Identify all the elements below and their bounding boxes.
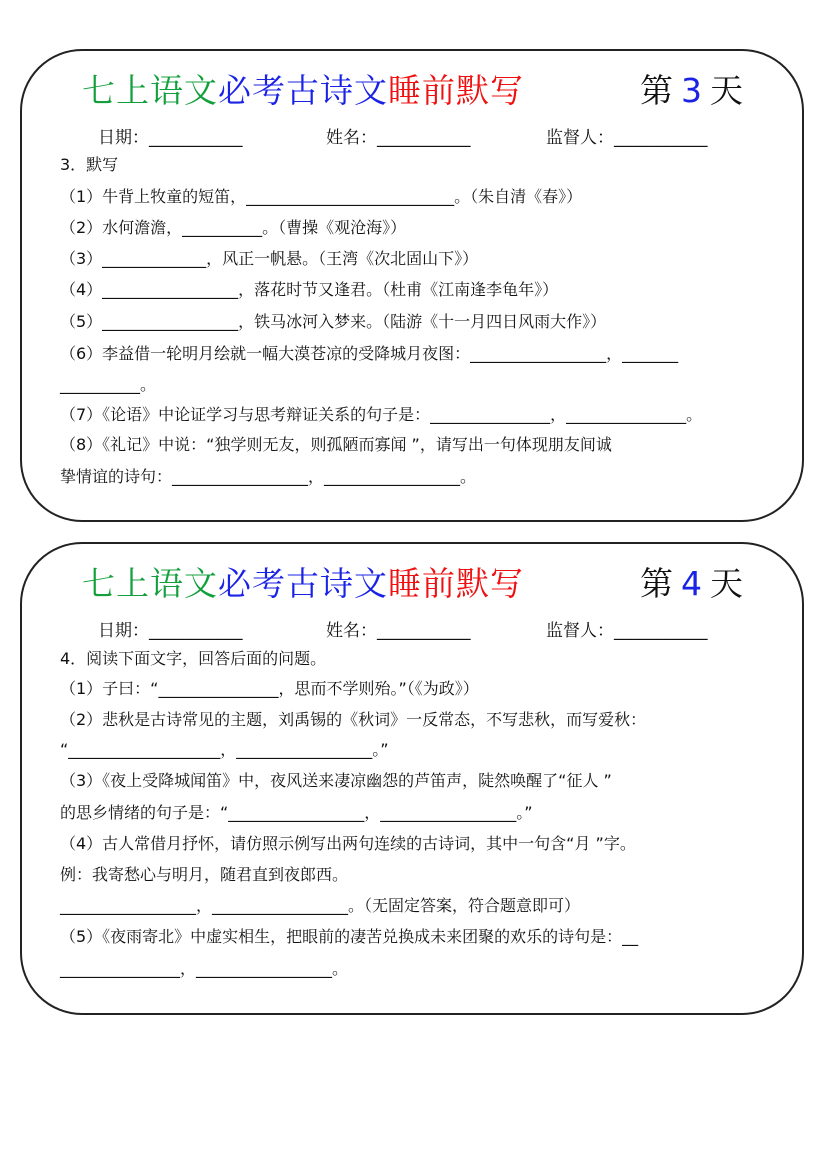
day-suffix: 天 (710, 564, 743, 603)
question-line: （2）水何澹澹，__________。（曹操《观沧海》） (60, 218, 407, 237)
question-line: __________。 (60, 375, 157, 394)
day-label (640, 65, 743, 112)
question-line: （6）李益借一轮明月绘就一幅大漠苍凉的受降城月夜图：_________________，_______ (60, 344, 679, 363)
question-line: 例：我寄愁心与明月，随君直到夜郎西。 (60, 865, 349, 884)
question-line: （3）_____________，风正一帆悬。（王湾《次北固山下》） (60, 249, 479, 268)
question-line: （5）《夜雨寄北》中虚实相生，把眼前的凄苦兑换成未来团聚的欢乐的诗句是：__ (60, 927, 639, 946)
question-line: （3）《夜上受降城闻笛》中，夜风送来凄凉幽怨的芦笛声，陡然唤醒了“征人 ” (60, 771, 612, 790)
question-line: （8）《礼记》中说：“独学则无友，则孤陋而寡闻 ”，请写出一句体现朋友间诚 (60, 435, 612, 454)
question-line: （5）_________________，铁马冰河入梦来。（陆游《十一月四日风雨大作》） (60, 312, 607, 331)
day-3-card (20, 49, 804, 522)
question-line: （1）牛背上牧童的短笛，__________________________。（朱自清《春》） (60, 187, 583, 206)
title-part-red: 睡前默写 (388, 564, 524, 603)
card-title (82, 65, 524, 112)
name-field[interactable]: 姓名：___________ (326, 621, 471, 641)
question-heading: 4．阅读下面文字，回答后面的问题。 (60, 649, 327, 668)
date-field[interactable]: 日期：___________ (98, 128, 243, 148)
card-title (82, 558, 524, 605)
title-part-red: 睡前默写 (388, 71, 524, 110)
supervisor-field[interactable]: 监督人：___________ (546, 128, 708, 148)
question-line: _______________，_________________。 (60, 959, 349, 978)
title-part-green: 七上语文 (82, 564, 218, 603)
question-heading: 3．默写 (60, 155, 119, 174)
title-part-blue: 必考古诗文 (218, 71, 388, 110)
day-prefix: 第 (640, 564, 673, 603)
question-line: （7）《论语》中论证学习与思考辩证关系的句子是：_______________，_______________。 (60, 405, 703, 424)
question-line: （4）古人常借月抒怀，请仿照示例写出两句连续的古诗词，其中一句含“月 ”字。 (60, 834, 636, 853)
day-4-card (20, 542, 804, 1015)
question-line: 挚情谊的诗句：_________________，_________________。 (60, 467, 477, 486)
question-line: _________________，_________________。（无固定答案，符合题意即可） (60, 896, 581, 915)
name-field[interactable]: 姓名：___________ (326, 128, 471, 148)
day-prefix: 第 (640, 71, 673, 110)
question-line: （1）子曰：“_______________，思而不学则殆。”（《为政》） (60, 679, 479, 698)
day-suffix: 天 (710, 71, 743, 110)
question-line: “___________________，_________________。” (60, 740, 389, 759)
day-number: 3 (681, 71, 702, 110)
day-label (640, 558, 743, 605)
supervisor-field[interactable]: 监督人：___________ (546, 621, 708, 641)
question-line: （2）悲秋是古诗常见的主题，刘禹锡的《秋词》一反常态，不写悲秋，而写爱秋： (60, 710, 647, 729)
question-line: （4）_________________，落花时节又逢君。（杜甫《江南逢李龟年》） (60, 280, 559, 299)
day-number: 4 (681, 564, 702, 603)
title-part-green: 七上语文 (82, 71, 218, 110)
date-field[interactable]: 日期：___________ (98, 621, 243, 641)
question-line: 的思乡情绪的句子是：“_________________，_________________。” (60, 803, 533, 822)
title-part-blue: 必考古诗文 (218, 564, 388, 603)
